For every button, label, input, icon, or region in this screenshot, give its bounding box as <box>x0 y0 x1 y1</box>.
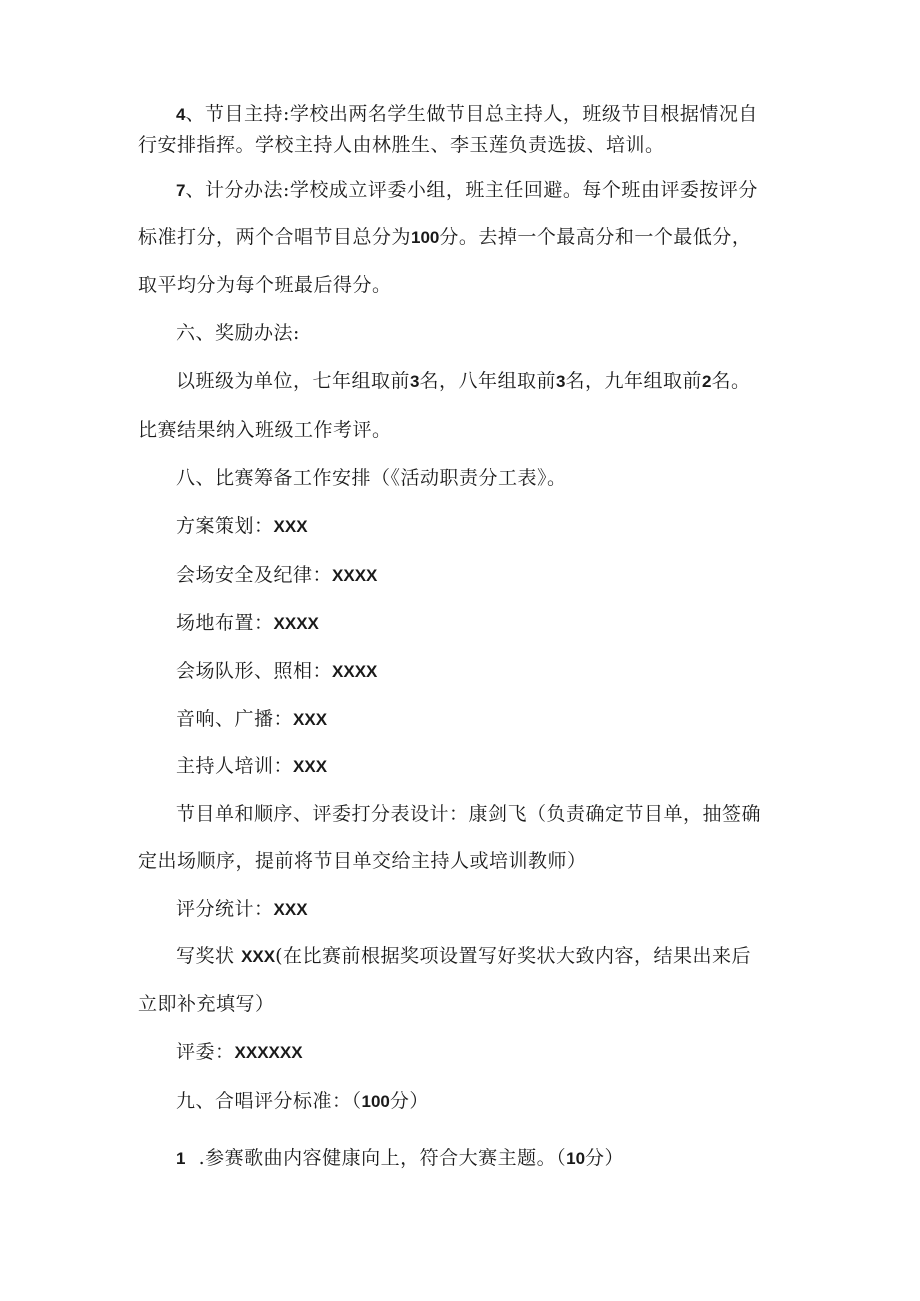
scoring-item-number: 7 <box>176 181 186 200</box>
program-paragraph-line-2: 定出场顺序，提前将节目单交给主持人或培训教师） <box>138 850 587 872</box>
duty-line: 会场安全及纪律：XXXX <box>176 564 378 586</box>
prep-heading: 八、比赛筹备工作安排（《活动职责分工表》。 <box>176 467 567 489</box>
award-paragraph-line-2: 比赛结果纳入班级工作考评。 <box>138 419 392 441</box>
judges-line: 评委：XXXXXX <box>176 1041 303 1063</box>
award-heading: 六、奖励办法: <box>176 322 300 344</box>
stats-line: 评分统计：XXX <box>176 898 308 920</box>
host-paragraph-line-2: 行安排指挥。学校主持人由林胜生、李玉莲负责选拔、培训。 <box>138 134 665 156</box>
host-item-number: 4 <box>176 105 186 124</box>
standard-item-number: 1 <box>176 1149 186 1168</box>
host-paragraph-line-1: 4、节目主持:学校出两名学生做节目总主持人，班级节目根据情况自 <box>176 103 758 125</box>
total-score: 100 <box>411 228 440 247</box>
duty-line: 会场队形、照相：XXXX <box>176 660 378 682</box>
duty-line: 音响、广播：XXX <box>176 708 328 730</box>
duty-line: 场地布置：XXXX <box>176 612 319 634</box>
duty-line: 方案策划：XXX <box>176 515 308 537</box>
certificate-paragraph-line-2: 立即补充填写） <box>138 993 275 1015</box>
scoring-paragraph-line-3: 取平均分为每个班最后得分。 <box>138 274 392 296</box>
standard-item-1: 1 .参赛歌曲内容健康向上，符合大赛主题。（10分） <box>176 1147 625 1169</box>
certificate-paragraph-line-1: 写奖状 XXX(在比赛前根据奖项设置写好奖状大致内容，结果出来后 <box>176 945 752 967</box>
duty-line: 主持人培训：XXX <box>176 755 328 777</box>
standard-heading: 九、合唱评分标准：（100分） <box>176 1090 429 1112</box>
program-paragraph-line-1: 节目单和顺序、评委打分表设计：康剑飞（负责确定节目单，抽签确 <box>176 803 762 825</box>
scoring-paragraph-line-1: 7、计分办法:学校成立评委小组，班主任回避。每个班由评委按评分 <box>176 179 758 201</box>
scoring-paragraph-line-2: 标准打分，两个合唱节目总分为100分。去掉一个最高分和一个最低分， <box>138 226 752 248</box>
award-paragraph-line-1: 以班级为单位，七年组取前3名，八年组取前3名，九年组取前2名。 <box>176 370 751 392</box>
